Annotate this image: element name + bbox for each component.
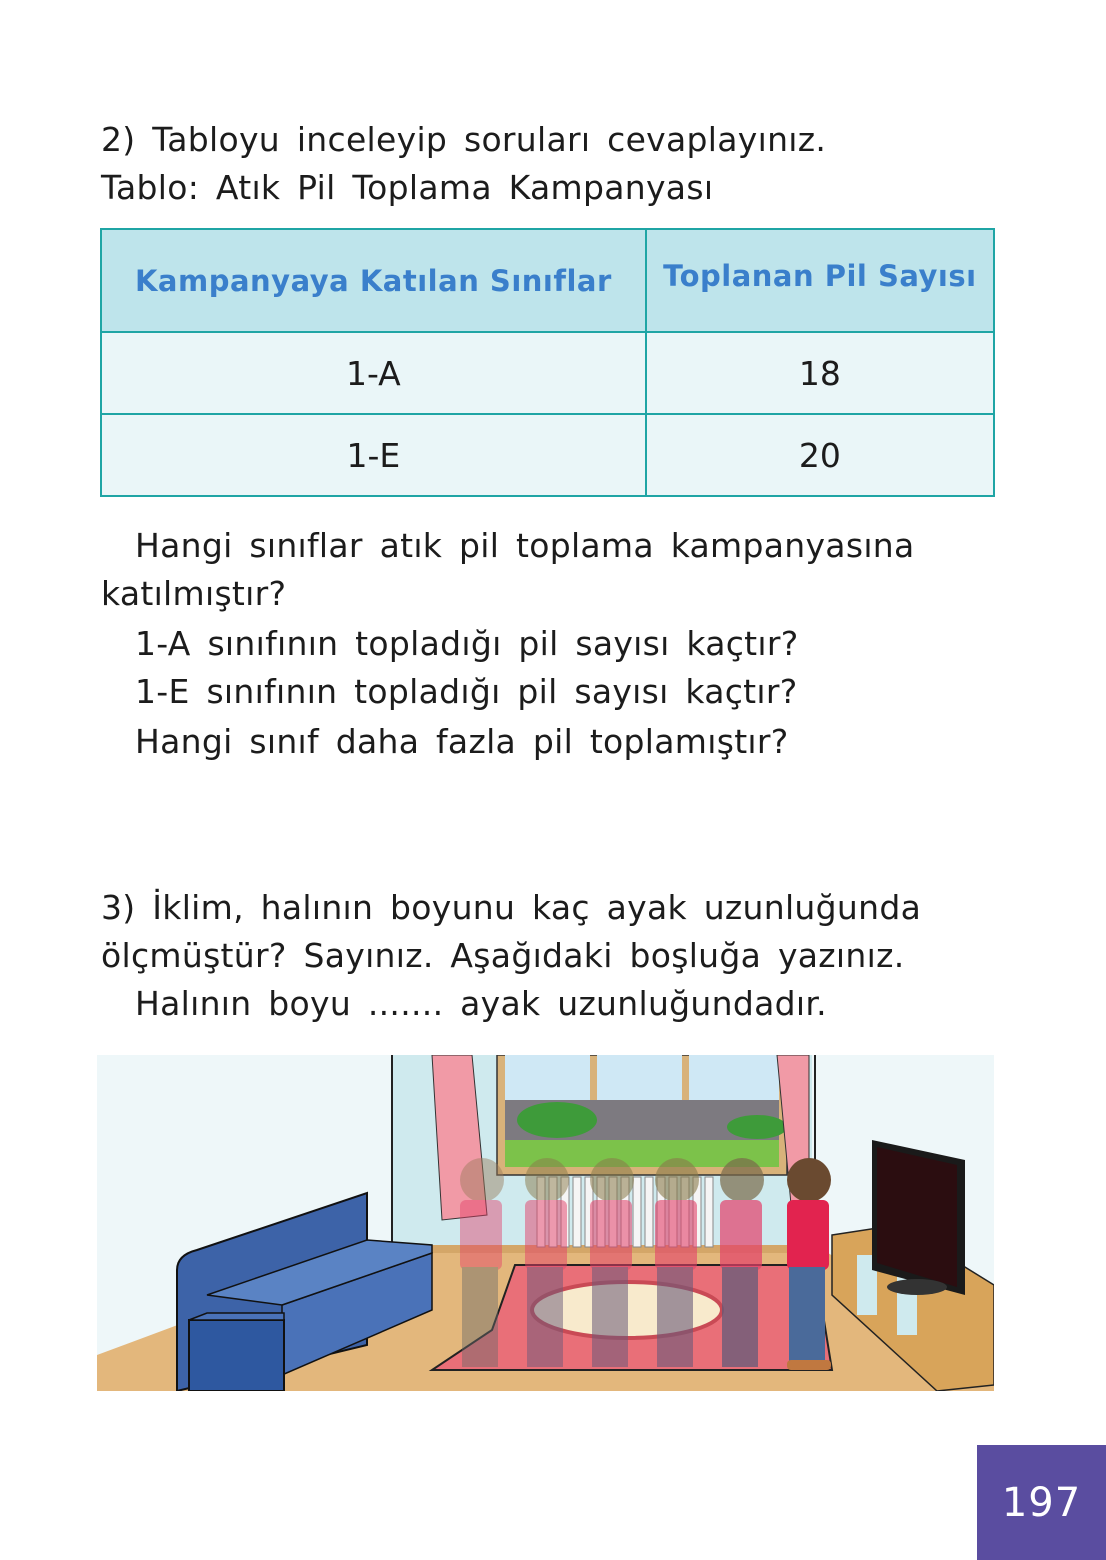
cell-count: 18 bbox=[646, 332, 994, 414]
question-line: 1-A sınıfının topladığı pil sayısı kaçtır? bbox=[135, 624, 799, 663]
question-line: 1-E sınıfının topladığı pil sayısı kaçtır? bbox=[135, 672, 798, 711]
page-number: 197 bbox=[977, 1445, 1106, 1560]
battery-collection-table bbox=[100, 228, 995, 497]
fill-in-blank-sentence: Halının boyu ....... ayak uzunluğundadır. bbox=[135, 984, 827, 1023]
question-line: katılmıştır? bbox=[101, 574, 287, 613]
table-header-row bbox=[101, 229, 994, 332]
television bbox=[872, 1140, 965, 1295]
header-battery-count: Toplanan Pil Sayısı bbox=[646, 229, 994, 332]
question-2-title: 2) Tabloyu inceleyip soruları cevaplayınız. bbox=[101, 120, 827, 159]
table-row bbox=[101, 332, 994, 414]
table-row bbox=[101, 414, 994, 496]
cell-class: 1-A bbox=[101, 332, 646, 414]
question-3-text: ölçmüştür? Sayınız. Aşağıdaki boşluğa yazınız. bbox=[101, 936, 905, 975]
question-line: Hangi sınıf daha fazla pil toplamıştır? bbox=[135, 722, 789, 761]
cell-count: 20 bbox=[646, 414, 994, 496]
living-room-illustration bbox=[97, 1055, 994, 1391]
question-3-text: 3) İklim, halının boyunu kaç ayak uzunluğunda bbox=[101, 888, 922, 927]
question-line: Hangi sınıflar atık pil toplama kampanyasına bbox=[135, 526, 915, 565]
header-classes: Kampanyaya Katılan Sınıflar bbox=[101, 229, 646, 332]
table-caption: Tablo: Atık Pil Toplama Kampanyası bbox=[101, 168, 714, 207]
cell-class: 1-E bbox=[101, 414, 646, 496]
